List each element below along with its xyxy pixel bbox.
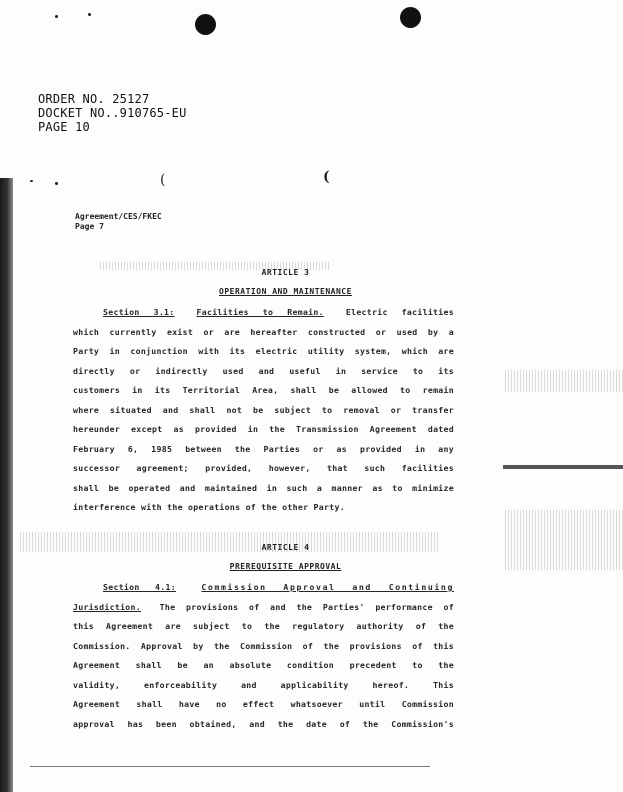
body-line: Commission. Approval by the Commission of the provisions of this — [73, 640, 454, 651]
section-4-1-title-cont: Jurisdiction. — [73, 601, 141, 612]
body-line: customers in its Territorial Area, shall be allowed to remain — [73, 385, 454, 395]
body-line: hereunder except as provided in the Transmission Agreement dated — [73, 424, 454, 434]
body-line: directly or indirectly used and useful in service to its — [73, 365, 454, 376]
body-line: February 6, 1985 between the Parties or as provided in any — [73, 443, 454, 454]
docket-number: DOCKET NO..910765-EU — [38, 106, 187, 120]
body-line: interference with the operations of the other Party. — [73, 502, 345, 512]
article-4-title: PREREQUISITE APPROVAL — [229, 562, 342, 571]
section-3-1-first-line — [73, 307, 454, 317]
scan-streak — [503, 465, 623, 469]
section-3-1-label: Section 3.1: — [103, 307, 175, 317]
body-line: validity, enforceability and applicability hereof. This — [73, 679, 454, 690]
section-4-1-first-line — [73, 582, 454, 592]
section-4-1-label: Section 4.1: — [103, 582, 176, 592]
article-4-heading: ARTICLE 4 — [261, 543, 310, 552]
order-header — [38, 92, 187, 134]
body-line: Agreement shall be an absolute condition precedent to the — [73, 660, 454, 670]
section-4-1-title: Commission Approval and Continuing — [201, 582, 454, 592]
order-number: ORDER NO. 25127 — [38, 92, 150, 106]
scan-noise — [505, 370, 623, 392]
agreement-page: Page 7 — [75, 222, 104, 231]
scan-noise — [505, 510, 623, 570]
agreement-reference — [75, 212, 162, 232]
scan-mark: ( — [160, 172, 166, 188]
scan-bottom-line — [30, 766, 430, 767]
body-line: shall be operated and maintained in such a manner as to minimize — [73, 482, 454, 493]
article-3-heading: ARTICLE 3 — [261, 268, 310, 277]
scan-speck — [88, 13, 91, 16]
scan-mark: ( — [323, 169, 330, 185]
body-line: Party in conjunction with its electric utility system, which are — [73, 346, 454, 356]
body-line: where situated and shall not be subject to removal or transfer — [73, 404, 454, 415]
page-number: PAGE 10 — [38, 120, 90, 134]
agreement-id: Agreement/CES/FKEC — [75, 212, 162, 221]
section-4-1-second-line — [73, 602, 454, 612]
body-line: Agreement shall have no effect whatsoever until Commission — [73, 699, 454, 709]
body-line: Electric facilities — [345, 307, 454, 317]
body-line: successor agreement; provided, however, that such facilities — [73, 463, 454, 473]
article-3-title: OPERATION AND MAINTENANCE — [219, 287, 352, 296]
body-line: approval has been obtained, and the date of the Commission's — [73, 718, 454, 729]
punch-hole-right — [400, 7, 421, 28]
body-line: which currently exist or are hereafter constructed or used by a — [73, 326, 454, 337]
scan-speck — [55, 182, 58, 185]
punch-hole-left — [195, 14, 216, 35]
body-line: this Agreement are subject to the regulatory authority of the — [73, 621, 454, 631]
scan-speck — [55, 15, 58, 18]
scan-speck — [30, 180, 33, 182]
section-3-1-title: Facilities to Remain. — [196, 307, 324, 317]
body-line: The provisions of and the Parties' performance of — [159, 601, 454, 612]
